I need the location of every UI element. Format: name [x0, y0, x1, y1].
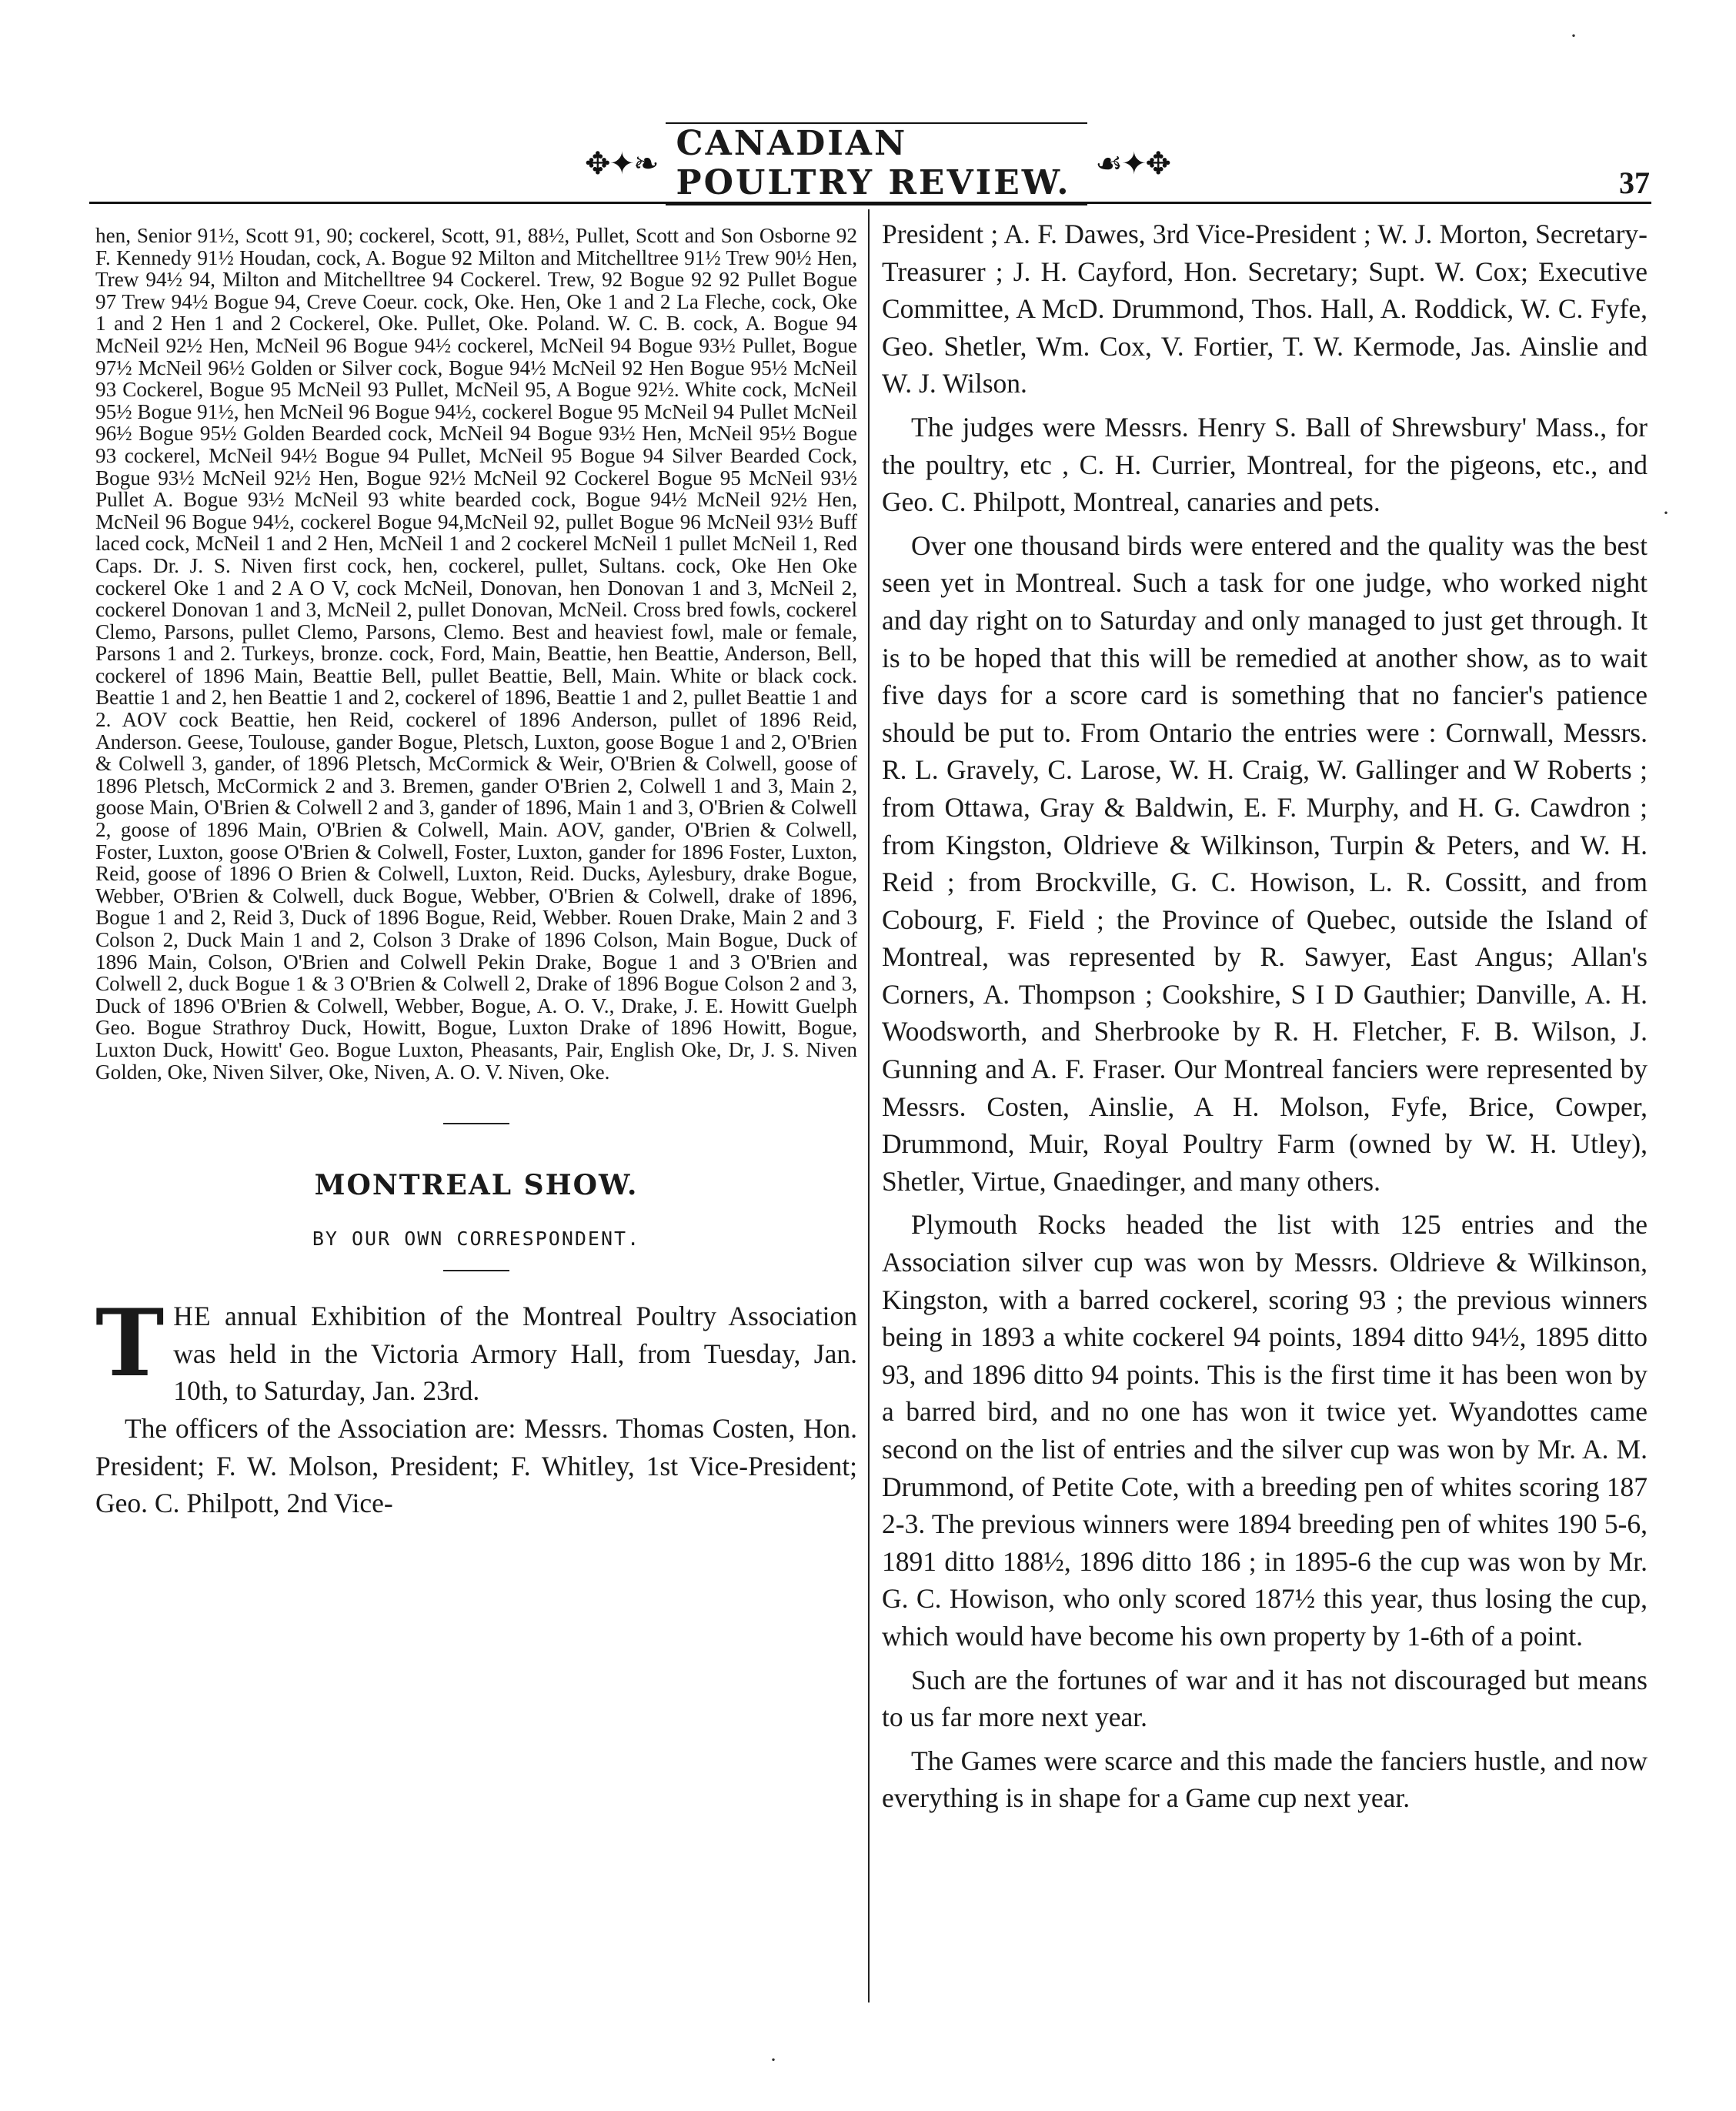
- entries-paragraph: Over one thousand birds were entered and the quality was the best seen yet in Montreal. Such a task for one judge, who worked night and day right on to Saturday and only managed to just get through. It is to be hoped that this will be remedied at another show, as to wait five days for a score card is something that no fancier's patience should be put to. From Ontario the entries were : Cornwall, Messrs. R. L. Gravely, C. Larose, W. H. Craig, W. Gallinger and W Roberts ; from Ottawa, Gray & Baldwin, E. F. Murphy, and H. G. Cawdron ; from Kingston, Oldrieve & Wilkinson, Turpin & Peters, and W. H. Reid ; from Brockville, G. C. Howison, L. R. Cossitt, and from Cobourg, F. Field ; the Province of Quebec, outside the Island of Montreal, was represented by R. Sawyer, East Angus; Allan's Corners, A. Thompson ; Cookshire, S I D Gauthier; Danville, A. H. Woodsworth, and Sherbrooke by R. H. Fletcher, F. B. Wilson, J. Gunning and A. F. Fraser. Our Montreal fanciers were represented by Messrs. Costen, Ainslie, A H. Molson, Fyfe, Brice, Cowper, Drummond, Muir, Royal Poultry Farm (owned by W. H. Utley), Shetler, Virtue, Gnaedinger, and many others.: [882, 529, 1648, 1197]
- section-rule-top: [443, 1123, 509, 1124]
- column-divider: [868, 209, 870, 2002]
- judges-paragraph: The judges were Messrs. Henry S. Ball of Shrewsbury' Mass., for the poultry, etc , C. H. Currier, Montreal, for the pigeons, etc., and Geo. C. Philpott, Montreal, canaries and pets.: [882, 411, 1648, 518]
- right-column: [882, 215, 1648, 1817]
- section-byline: BY OUR OWN CORRESPONDENT.: [312, 1228, 641, 1251]
- fortunes-paragraph: Such are the fortunes of war and it has not discouraged but means to us far more next year.: [882, 1664, 1648, 1733]
- page-number: 37: [1619, 165, 1650, 200]
- publication-title: CANADIAN POULTRY REVIEW.: [666, 122, 1088, 205]
- scan-speck: ·: [1570, 23, 1577, 48]
- drop-cap: T: [95, 1289, 165, 1398]
- header-rule: [89, 202, 1651, 204]
- scan-speck: ·: [770, 2047, 777, 2073]
- scan-speck: ·: [1662, 500, 1670, 526]
- article-paragraph-2: The officers of the Association are: Messrs. Thomas Costen, Hon. President; F. W. Molson, President; F. Whitley, 1st Vice-President; Geo. C. Philpott, 2nd Vice-: [95, 1412, 857, 1519]
- section-title: MONTREAL SHOW.: [314, 1169, 639, 1202]
- article-paragraph-1-text: annual Exhibition of the Montreal Poultry Association was held in the Victoria Armory Hall, from Tuesday, Jan. 10th, to Saturday, Jan. 23rd.: [173, 1301, 857, 1407]
- officers-paragraph: President ; A. F. Dawes, 3rd Vice-President ; W. J. Morton, Secretary-Treasurer ; J. H. Cayford, Hon. Secretary; Supt. W. Cox; Executive Committee, A McD. Drummond, Thos. Hall, A. Roddick, W. C. Fyfe, Geo. Shetler, Wm. Cox, V. Fortier, T. W. Kermode, Jas. Ainslie and W. J. Wilson.: [882, 219, 1648, 399]
- games-paragraph: The Games were scarce and this made the fanciers hustle, and now everything is in shape for a Game cup next year.: [882, 1745, 1648, 1814]
- ornament-right: ☙✦✥: [1095, 146, 1170, 182]
- left-column: [95, 225, 857, 1522]
- show-results-text: hen, Senior 91½, Scott 91, 90; cockerel, Scott, 91, 88½, Pullet, Scott and Son Osborne 92 F. Kennedy 91½ Houdan, cock, A. Bogue 92 Milton and Mitchelltree 91½ Trew 90½ Hen, Trew 94½ 94, Milton and Mitchelltree 94 Cockerel. Trew, 92 Bogue 92 92 Pullet Bogue 97 Trew 94½ Bogue 94, Creve Coeur. cock, Oke. Hen, Oke 1 and 2 La Fleche, cock, Oke 1 and 2 Hen 1 and 2 Cockerel, Oke. Pullet, Oke. Poland. W. C. B. cock, A. Bogue 94 McNeil 92½ Hen, McNeil 96 Bogue 94½ cockerel, McNeil 94 Bogue 93½ Pullet, Bogue 97½ McNeil 96½ Golden or Silver cock, Bogue 94½ McNeil 92 Hen Bogue 95½ McNeil 93 Cockerel, Bogue 95 McNeil 93 Pullet, McNeil 95, A Bogue 92½. White cock, McNeil 95½ Bogue 91½, hen McNeil 96 Bogue 94½, cockerel Bogue 95 McNeil 94 Pullet McNeil 96½ Bogue 95½ Golden Bearded cock, McNeil 94 Bogue 93½ Hen, McNeil 95½ Bogue 93 cockerel, McNeil 94½ Bogue 94 Pullet, McNeil 95 Bogue 94 Silver Bearded Cock, Bogue 93½ McNeil 92½ Hen, Bogue 92½ McNeil 92 Cockerel Bogue 95 McNeil 93½ Pullet A. Bogue 93½ McNeil 93 white bearded cock, Bogue 94½ McNeil 92½ Hen, McNeil 96 Bogue 94½, cockerel Bogue 94,McNeil 92, pullet Bogue 96 McNeil 93½ Buff laced cock, McNeil 1 and 2 Hen, McNeil 1 and 2 cockerel McNeil 1 pullet McNeil 1, Red Caps. Dr. J. S. Niven first cock, hen, cockerel, pullet, Sultans. cock, Oke Hen Oke cockerel Oke 1 and 2 A O V, cock McNeil, Donovan, hen Donovan 1 and 3, McNeil 2, cockerel Donovan 1 and 3, McNeil 2, pullet Donovan, McNeil. Cross bred fowls, cockerel Clemo, Parsons, pullet Clemo, Parsons, Clemo. Best and heaviest fowl, male or female, Parsons 1 and 2. Turkeys, bronze. cock, Ford, Main, Beattie, hen Beattie, Anderson, Bell, cockerel of 1896 Main, Beattie Bell, pullet Beattie, Bell, Main. White or black cock. Beattie 1 and 2, hen Beattie 1 and 2, cockerel of 1896, Beattie 1 and 2, pullet Beattie 1 and 2. AOV cock Beattie, hen Reid, cockerel of 1896 Anderson, pullet of 1896 Reid, Anderson. Geese, Toulouse, gander Bogue, Pletsch, Luxton, goose Bogue 1 and 2, O'Brien & Colwell 3, gander, of 1896 Pletsch, McCormick & Weir, O'Brien & Colwell, goose of 1896 Pletsch, McCormick 2 and 3. Bremen, gander O'Brien 2, Colwell 1 and 3, Main 2, goose Main, O'Brien & Colwell 2 and 3, gander of 1896, Main 1 and 3, O'Brien & Colwell 2, goose of 1896 Main, O'Brien & Colwell, Main. AOV, gander, O'Brien & Colwell, Foster, Luxton, goose O'Brien & Colwell, Foster, Luxton, gander for 1896 Foster, Luxton, Reid, goose of 1896 O Brien & Colwell, Luxton, Reid. Ducks, Aylesbury, drake Bogue, Webber, O'Brien & Colwell, duck Bogue, Webber, O'Brien & Colwell, drake of 1896, Bogue 1 and 2, Reid 3, Duck of 1896 Bogue, Reid, Webber. Rouen Drake, Main 2 and 3 Colson 2, Duck Main 1 and 2, Colson 3 Drake of 1896 Colson, Main Bogue, Duck of 1896 Main, Colson, O'Brien and Colwell Pekin Drake, Bogue 1 and 3 O'Brien and Colwell 2, duck Bogue 1 & 3 O'Brien & Colwell 2, Drake of 1896 Bogue Colson 2 and 3, Duck of 1896 O'Brien & Colwell, Webber, Bogue, A. O. V., Drake, J. E. Howitt Guelph Geo. Bogue Strathroy Duck, Howitt, Bogue, Luxton Drake of 1896 Howitt, Bogue, Luxton Duck, Howitt' Geo. Bogue Luxton, Pheasants, Pair, English Oke, Dr, J. S. Niven Golden, Oke, Niven Silver, Oke, Niven, A. O. V. Niven, Oke.: [95, 224, 857, 1084]
- plymouth-rocks-paragraph: Plymouth Rocks headed the list with 125 entries and the Association silver cup was won by Messrs. Oldrieve & Wilkinson, Kingston, with a barred cockerel, scoring 93 ; the previous winners being in 1893 a white cockerel 94 points, 1894 ditto 94½, 1895 ditto 93, and 1896 ditto 94 points. This is the first time it has been won by a barred bird, and no one has won it twice yet. Wyandottes came second on the list of entries and the silver cup was won by Mr. A. M. Drummond, of Petite Cote, with a breeding pen of whites scoring 187 2-3. The previous winners were 1894 breeding pen of whites 190 5-6, 1891 ditto 188½, 1896 ditto 186 ; in 1895-6 the cup was won by Mr. G. C. Howison, who only scored 187½ this year, thus losing the cup, which would have become his own property by 1-6th of a point.: [882, 1209, 1648, 1652]
- masthead: [585, 124, 1170, 202]
- ornament-left: ✥✦❧: [585, 146, 658, 182]
- lead-word: HE: [173, 1301, 212, 1332]
- article-paragraph-1: [95, 1289, 857, 1410]
